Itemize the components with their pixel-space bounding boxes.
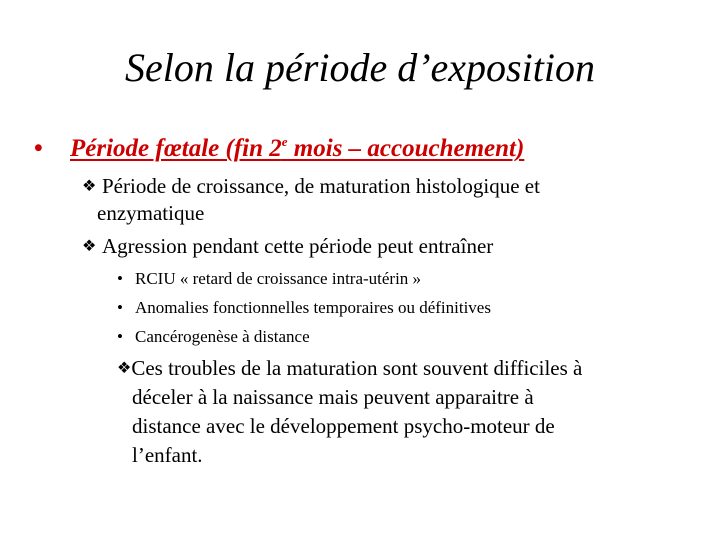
slide-title: Selon la période d’exposition: [125, 45, 595, 90]
level4-line2: déceler à la naissance mais peuvent apparaitre à: [132, 385, 534, 409]
level2-text-line2: enzymatique: [97, 201, 205, 225]
level4-line1: Ces troubles de la maturation sont souvent difficiles à: [131, 356, 583, 380]
level1-text: [70, 135, 524, 162]
bullet-dot-icon: •: [117, 298, 123, 317]
level1-bullet-item: [34, 134, 524, 164]
level2-text: Agression pendant cette période peut entraîner: [102, 234, 494, 258]
bullet-dot-icon: •: [117, 327, 123, 346]
level3-text: RCIU « retard de croissance intra-utérin »: [135, 269, 422, 288]
diamond-bullet-icon: ❖: [117, 360, 132, 377]
level3-item-cancer: [117, 326, 310, 348]
diamond-bullet-icon: ❖: [82, 238, 97, 255]
superscript: e: [281, 134, 288, 149]
level3-text: Cancérogenèse à distance: [135, 327, 310, 346]
level2-text-line1: Période de croissance, de maturation histologique et: [102, 174, 540, 198]
level3-text: Anomalies fonctionnelles temporaires ou définitives: [135, 298, 491, 317]
diamond-bullet-icon: ❖: [82, 178, 97, 195]
bullet-dot-icon: •: [117, 269, 123, 288]
level3-item-anomalies: [117, 297, 491, 319]
level3-item-rciu: [117, 268, 421, 290]
level2-item-growth: [82, 173, 540, 227]
level4-line3: distance avec le développement psycho-moteur de: [132, 414, 555, 438]
level4-line4: l’enfant.: [132, 443, 203, 467]
level1-text-part1: Période fœtale (fin 2: [70, 135, 282, 162]
level4-paragraph: [117, 354, 677, 470]
level1-text-part2: mois – accouchement): [287, 135, 525, 162]
level2-item-aggression: [82, 233, 493, 260]
bullet-dot-icon: •: [34, 135, 43, 162]
